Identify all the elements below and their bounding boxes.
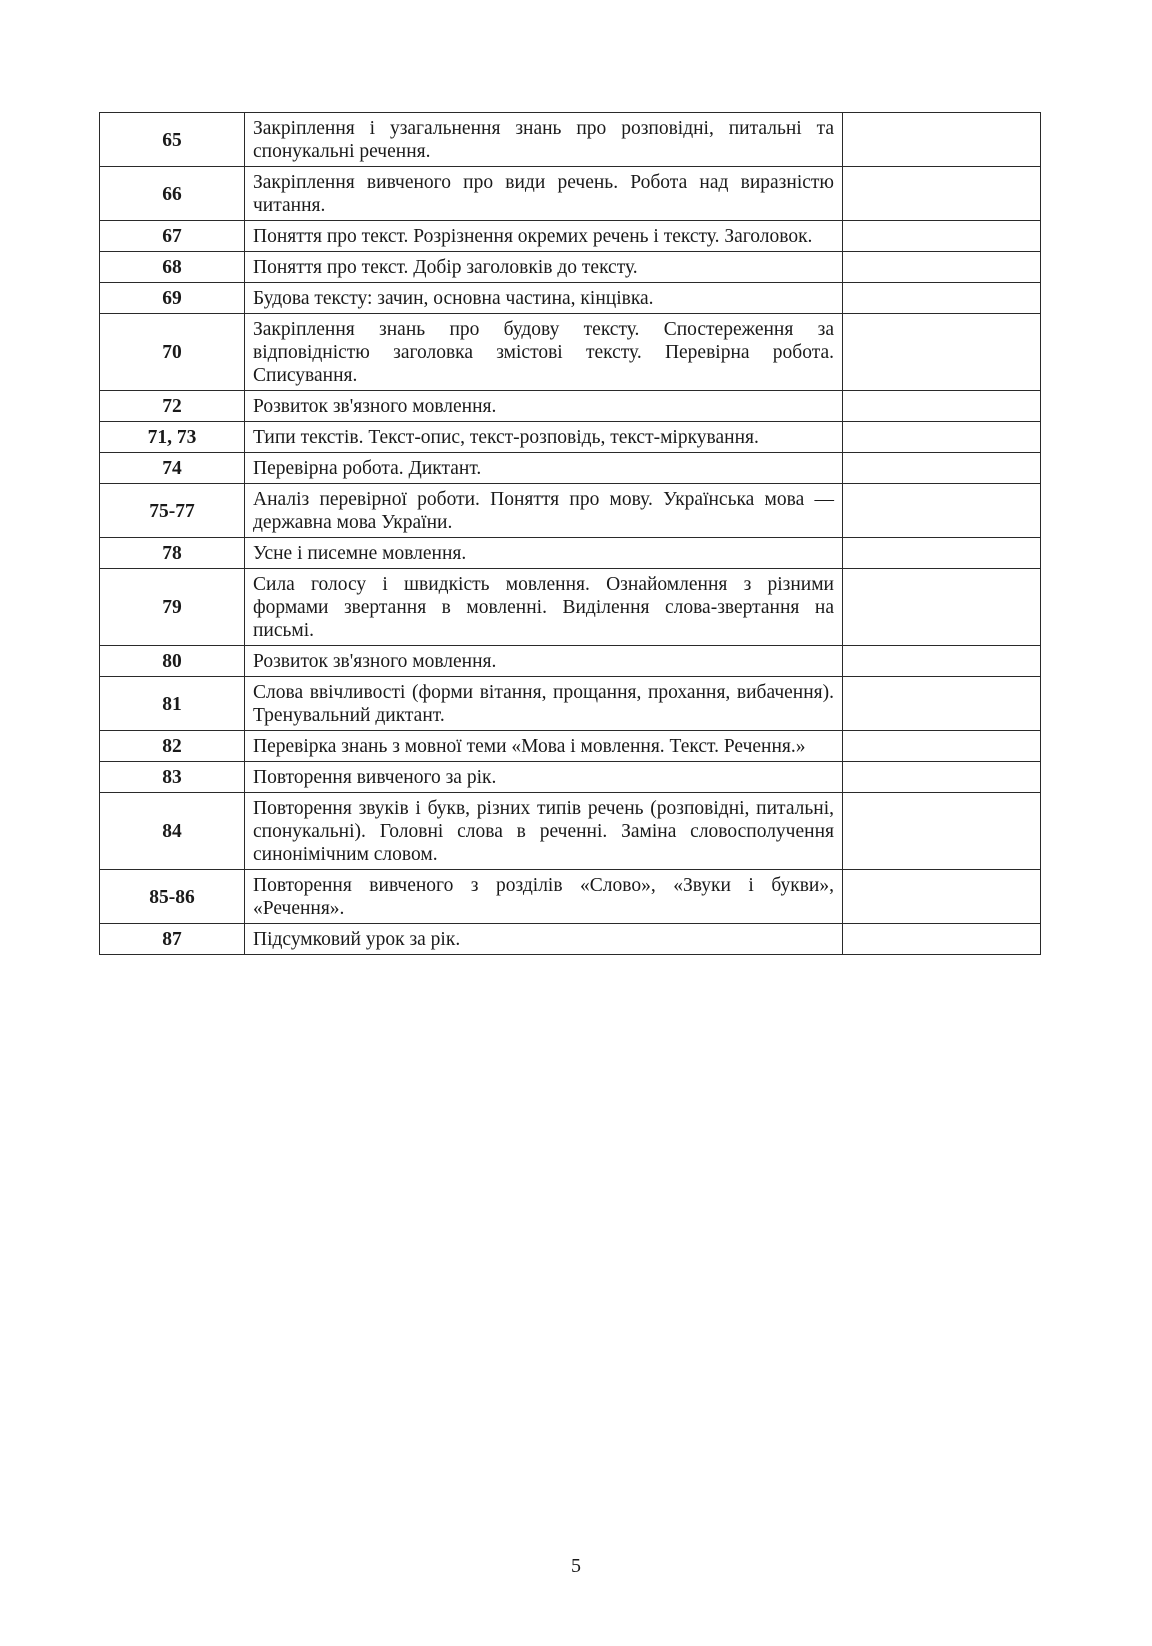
notes-cell <box>843 646 1041 677</box>
lesson-topic: Підсумковий урок за рік. <box>245 924 843 955</box>
table-row <box>100 422 1041 453</box>
lesson-number: 87 <box>100 924 245 955</box>
notes-cell <box>843 314 1041 391</box>
lesson-number: 67 <box>100 221 245 252</box>
notes-cell <box>843 538 1041 569</box>
notes-cell <box>843 422 1041 453</box>
notes-cell <box>843 252 1041 283</box>
table-row <box>100 252 1041 283</box>
lesson-number: 72 <box>100 391 245 422</box>
lesson-topic: Поняття про текст. Добір заголовків до тексту. <box>245 252 843 283</box>
table-row <box>100 646 1041 677</box>
lesson-topic: Сила голосу і швидкість мовлення. Ознайомлення з різними формами звертання в мовленні. Виділення слова-звертання на письмі. <box>245 569 843 646</box>
lesson-plan-body <box>100 113 1041 955</box>
notes-cell <box>843 453 1041 484</box>
lesson-topic: Будова тексту: зачин, основна частина, кінцівка. <box>245 283 843 314</box>
lesson-number: 68 <box>100 252 245 283</box>
table-row <box>100 453 1041 484</box>
notes-cell <box>843 167 1041 221</box>
notes-cell <box>843 870 1041 924</box>
lesson-topic: Закріплення знань про будову тексту. Спостереження за відповідністю заголовка змістові тексту. Перевірна робота. Списування. <box>245 314 843 391</box>
lesson-number: 80 <box>100 646 245 677</box>
lesson-number: 85-86 <box>100 870 245 924</box>
notes-cell <box>843 924 1041 955</box>
lesson-number: 69 <box>100 283 245 314</box>
notes-cell <box>843 283 1041 314</box>
lesson-plan-table <box>99 112 1041 955</box>
table-row <box>100 793 1041 870</box>
lesson-topic: Слова ввічливості (форми вітання, прощання, прохання, вибачення). Тренувальний диктант. <box>245 677 843 731</box>
table-row <box>100 538 1041 569</box>
lesson-number: 65 <box>100 113 245 167</box>
lesson-number: 81 <box>100 677 245 731</box>
lesson-topic: Усне і писемне мовлення. <box>245 538 843 569</box>
notes-cell <box>843 569 1041 646</box>
notes-cell <box>843 391 1041 422</box>
lesson-number: 75-77 <box>100 484 245 538</box>
table-row <box>100 762 1041 793</box>
lesson-topic: Повторення вивченого за рік. <box>245 762 843 793</box>
table-row <box>100 870 1041 924</box>
lesson-number: 82 <box>100 731 245 762</box>
lesson-topic: Розвиток зв'язного мовлення. <box>245 646 843 677</box>
lesson-topic: Перевірна робота. Диктант. <box>245 453 843 484</box>
table-row <box>100 221 1041 252</box>
notes-cell <box>843 793 1041 870</box>
lesson-number: 70 <box>100 314 245 391</box>
lesson-topic: Повторення звуків і букв, різних типів речень (розповідні, питальні, спонукальні). Головні слова в реченні. Заміна словосполучення синонімічним словом. <box>245 793 843 870</box>
lesson-number: 71, 73 <box>100 422 245 453</box>
lesson-topic: Перевірка знань з мовної теми «Мова і мовлення. Текст. Речення.» <box>245 731 843 762</box>
notes-cell <box>843 731 1041 762</box>
notes-cell <box>843 762 1041 793</box>
lesson-number: 78 <box>100 538 245 569</box>
lesson-topic: Закріплення вивченого про види речень. Робота над виразністю читання. <box>245 167 843 221</box>
lesson-topic: Розвиток зв'язного мовлення. <box>245 391 843 422</box>
notes-cell <box>843 221 1041 252</box>
lesson-topic: Повторення вивченого з розділів «Слово», «Звуки і букви», «Речення». <box>245 870 843 924</box>
table-row <box>100 484 1041 538</box>
table-row <box>100 283 1041 314</box>
table-row <box>100 391 1041 422</box>
table-row <box>100 731 1041 762</box>
lesson-number: 79 <box>100 569 245 646</box>
page-number: 5 <box>571 1555 581 1577</box>
table-row <box>100 314 1041 391</box>
table-row <box>100 924 1041 955</box>
lesson-topic: Аналіз перевірної роботи. Поняття про мову. Українська мова — державна мова України. <box>245 484 843 538</box>
lesson-number: 84 <box>100 793 245 870</box>
table-row <box>100 167 1041 221</box>
table-row <box>100 677 1041 731</box>
table-row <box>100 113 1041 167</box>
lesson-topic: Типи текстів. Текст-опис, текст-розповідь, текст-міркування. <box>245 422 843 453</box>
lesson-topic: Закріплення і узагальнення знань про розповідні, питальні та спонукальні речення. <box>245 113 843 167</box>
notes-cell <box>843 677 1041 731</box>
table-row <box>100 569 1041 646</box>
lesson-number: 83 <box>100 762 245 793</box>
notes-cell <box>843 113 1041 167</box>
notes-cell <box>843 484 1041 538</box>
lesson-topic: Поняття про текст. Розрізнення окремих речень і тексту. Заголовок. <box>245 221 843 252</box>
lesson-number: 66 <box>100 167 245 221</box>
lesson-number: 74 <box>100 453 245 484</box>
